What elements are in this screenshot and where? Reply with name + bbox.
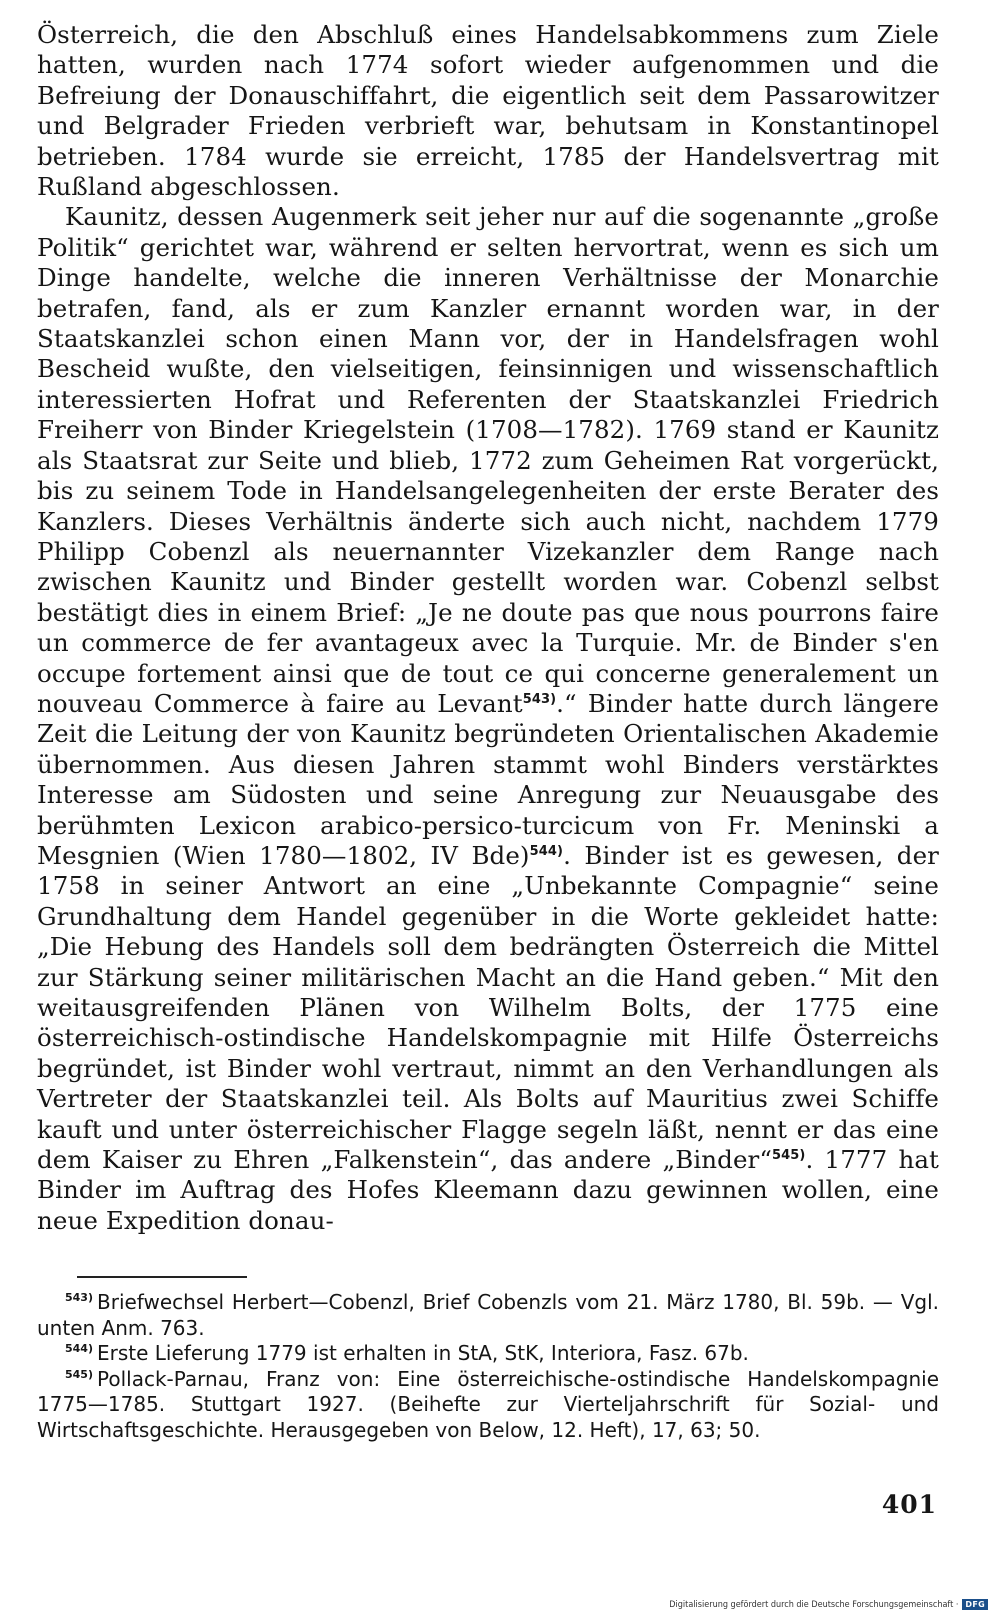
body-text — [37, 20, 939, 1236]
dfg-logo-icon: DFG — [962, 1599, 988, 1610]
page-number: 401 — [881, 1490, 937, 1519]
footnote-number: 545) — [65, 1367, 93, 1381]
paragraph-2-part-1: Kaunitz, dessen Augenmerk seit jeher nur auf die sogenannte „große Politik“ gerichtet war, während er selten hervortrat, wenn es sich um Dinge handelte, welche die inneren Verhältnisse der Monarchie betrafen, fand, als er zum Kanzler ernannt worden war, in der Staatskanzlei schon einen Mann vor, der in Handelsfragen wohl Bescheid wußte, den vielseitigen, feinsinnigen und wissenschaftlich interessierten Hofrat und Referenten der Staatskanzlei Friedrich Freiherr von Binder Kriegelstein (1708—1782). 1769 stand er Kaunitz als Staatsrat zur Seite und blieb, 1772 zum Geheimen Rat vorgerückt, bis zu seinem Tode in Handelsangelegenheiten der erste Berater des Kanzlers. Dieses Verhältnis änderte sich auch nicht, nachdem 1779 Philipp Cobenzl als neuernannter Vizekanzler dem Range nach zwischen Kaunitz und Binder gestellt worden war. Cobenzl selbst bestätigt dies in einem Brief: „Je ne doute pas que nous pourrons faire un commerce de fer avantageux avec la Turquie. Mr. de Binder s'en occupe fortement ainsi que de tout ce qui concerne generalement un nouveau Commerce à faire au Levant — [37, 202, 939, 718]
paragraph-2 — [37, 202, 939, 1236]
footnote-545 — [37, 1367, 939, 1444]
footnote-543 — [37, 1290, 939, 1341]
footnote-ref-543: 543) — [522, 691, 557, 707]
footnote-544 — [37, 1341, 939, 1367]
paragraph-2-part-2: .“ Binder hatte durch längere Zeit die Leitung der von Kaunitz begründeten Orientalischen Akademie übernommen. Aus diesen Jahren stammt wohl Binders verstärktes Interesse am Südosten und seine Anregung zur Neuausgabe des berühmten Lexicon arabico-persico-turcicum von Fr. Meninski a Mesgnien (Wien 1780—1802, IV Bde) — [37, 688, 939, 870]
footnote-text: Pollack-Parnau, Franz von: Eine österreichische-ostindische Handelskompagnie 1775—1785. Stuttgart 1927. (Beihefte zur Vierteljahrschrift für Sozial- und Wirtschaftsgeschichte. Herausgegeben von Below, 12. Heft), 17, 63; 50. — [37, 1366, 939, 1442]
paragraph-2-part-4: . 1777 hat Binder im Auftrag des Hofes Kleemann dazu gewinnen wollen, eine neue Expedition donau- — [37, 1145, 939, 1235]
footnotes — [37, 1290, 939, 1443]
footnote-ref-545: 545) — [772, 1148, 806, 1164]
footnote-number: 544) — [65, 1342, 93, 1355]
digitization-credit — [669, 1599, 988, 1610]
footnote-text: Erste Lieferung 1779 ist erhalten in StA, StK, Interiora, Fasz. 67b. — [97, 1341, 749, 1365]
document-page — [37, 0, 939, 1618]
paragraph-2-part-3: . Binder ist es gewesen, der 1758 in seiner Antwort an eine „Unbekannte Compagnie“ seine Grundhaltung dem Handel gegenüber in die Worte gekleidet hatte: „Die Hebung des Handels soll dem bedrängten Österreich die Mittel zur Stärkung seiner militärischen Macht an die Hand geben.“ Mit den weitausgreifenden Plänen von Wilhelm Bolts, der 1775 eine österreichisch-ostindische Handelskompagnie mit Hilfe Österreichs begründet, ist Binder wohl vertraut, nimmt an den Verhandlungen als Vertreter der Staatskanzlei teil. Als Bolts auf Mauritius zwei Schiffe kauft und unter österreichischer Flagge segeln läßt, nennt er das eine dem Kaiser zu Ehren „Falkenstein“, das andere „Binder“ — [37, 840, 939, 1175]
footnote-divider — [77, 1276, 247, 1278]
credit-text: Digitalisierung gefördert durch die Deutsche Forschungsgemeinschaft · — [669, 1599, 959, 1610]
footnote-ref-544: 544) — [529, 843, 564, 859]
footnote-text: Briefwechsel Herbert—Cobenzl, Brief Cobenzls vom 21. März 1780, Bl. 59b. — Vgl. unten Anm. 763. — [37, 1290, 939, 1340]
footnote-number: 543) — [65, 1291, 93, 1304]
paragraph-1: Österreich, die den Abschluß eines Handelsabkommens zum Ziele hatten, wurden nach 1774 sofort wieder aufgenommen und die Befreiung der Donauschiffahrt, die eigentlich seit dem Passarowitzer und Belgrader Frieden verbrieft war, behutsam in Konstantinopel betrieben. 1784 wurde sie erreicht, 1785 der Handelsvertrag mit Rußland abgeschlossen. — [37, 20, 939, 202]
